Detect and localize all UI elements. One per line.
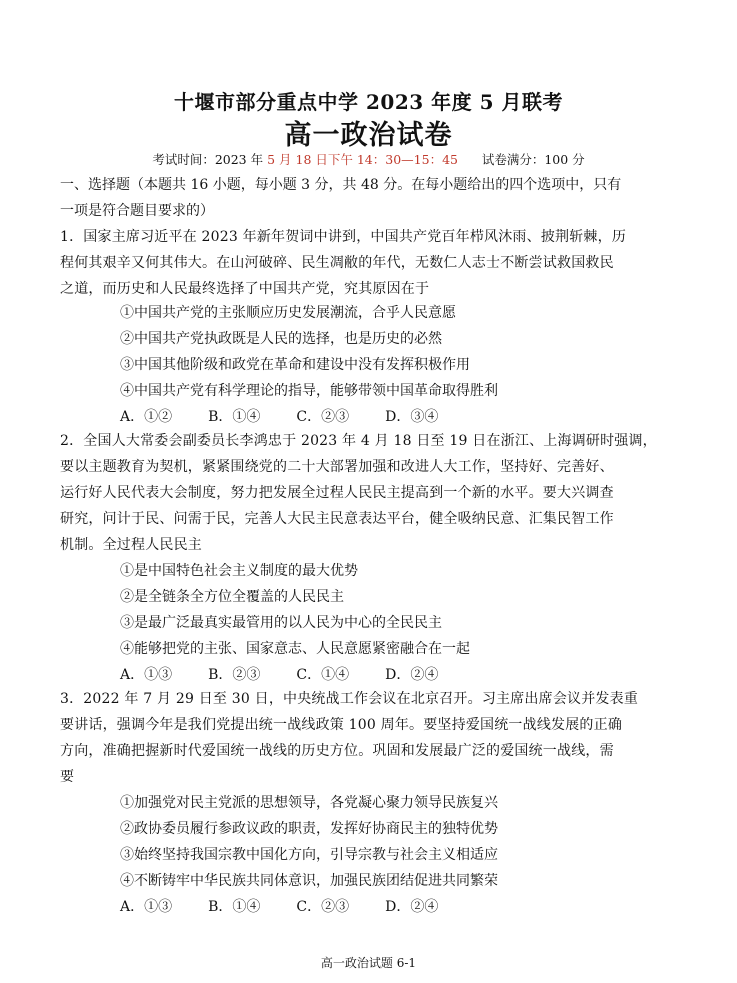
question-1-option-2: ②中国共产党执政既是人民的选择，也是历史的必然	[120, 331, 442, 347]
stem-line: 要	[60, 769, 75, 785]
stem-line: 3．2022 年 7 月 29 日至 30 日，中央统战工作会议在北京召开。习主席出席会议并发表重	[60, 691, 639, 707]
section-heading-line: 一、选择题（本题共 16 小题，每小题 3 分，共 48 分。在每小题给出的四个选项中，只有	[60, 177, 622, 193]
choice-c: C．①④	[296, 667, 350, 683]
exam-info	[0, 150, 737, 168]
choice-d: D．②④	[385, 667, 439, 683]
question-2-option-1: ①是中国特色社会主义制度的最大优势	[120, 563, 358, 579]
question-1-option-3: ③中国其他阶级和政党在革命和建设中没有发挥积极作用	[120, 357, 470, 373]
question-3-choices	[120, 896, 474, 916]
question-3-option-4: ④不断铸牢中华民族共同体意识，加强民族团结促进共同繁荣	[120, 873, 498, 889]
choice-a: A．①②	[120, 409, 173, 425]
school-exam-line: 十堰市部分重点中学 2023 年度 5 月联考	[174, 90, 563, 114]
question-2-option-4: ④能够把党的主张、国家意志、人民意愿紧密融合在一起	[120, 641, 470, 657]
choice-d: D．③④	[385, 409, 439, 425]
stem-line: 2．全国人大常委会副委员长李鸿忠于 2023 年 4 月 18 日至 19 日在浙江、上海调研时强调，	[60, 433, 657, 449]
question-2-option-3: ③是最广泛最真实最管用的以人民为中心的全民民主	[120, 615, 442, 631]
section-heading	[60, 172, 680, 224]
stem-line: 运行好人民代表大会制度，努力把发展全过程人民民主提高到一个新的水平。要大兴调查	[60, 485, 614, 501]
question-1-option-1: ①中国共产党的主张顺应历史发展潮流，合乎人民意愿	[120, 305, 456, 321]
question-3-option-1: ①加强党对民主党派的思想领导，各党凝心聚力领导民族复兴	[120, 795, 498, 811]
page-footer: 高一政治试题 6-1	[320, 956, 417, 970]
choice-b: B．①④	[208, 409, 261, 425]
stem-line: 1．国家主席习近平在 2023 年新年贺词中讲到，中国共产党百年栉风沐雨、披荆斩棘，历	[60, 229, 627, 245]
exam-time-value: 5 月 18 日下午 14：30—15：45	[267, 152, 458, 167]
question-2-stem	[60, 428, 680, 558]
stem-line: 之道，而历史和人民最终选择了中国共产党，究其原因在于	[60, 281, 430, 297]
choice-a: A．①③	[120, 667, 173, 683]
question-2-option-2: ②是全链条全方位全覆盖的人民民主	[120, 589, 344, 605]
choice-a: A．①③	[120, 899, 173, 915]
question-1-choices	[120, 406, 474, 426]
choice-c: C．②③	[296, 899, 350, 915]
choice-d: D．②④	[385, 899, 439, 915]
stem-line: 程何其艰辛又何其伟大。在山河破碎、民生凋敝的年代，无数仁人志士不断尝试救国救民	[60, 255, 614, 271]
exam-score-label: 试卷满分：100 分	[481, 152, 585, 167]
question-1-stem	[60, 224, 680, 302]
question-1-option-4: ④中国共产党有科学理论的指导，能够带领中国革命取得胜利	[120, 383, 498, 399]
choice-b: B．②③	[208, 667, 261, 683]
choice-b: B．①④	[208, 899, 261, 915]
page-title: 高一政治试卷	[284, 120, 453, 151]
stem-line: 要以主题教育为契机，紧紧围绕党的二十大部署加强和改进人大工作，坚持好、完善好、	[60, 459, 614, 475]
question-2-choices	[120, 664, 474, 684]
stem-line: 研究，问计于民、问需于民，完善人大民主民意表达平台，健全吸纳民意、汇集民智工作	[60, 511, 614, 527]
section-heading-line: 一项是符合题目要求的）	[60, 203, 214, 219]
choice-c: C．②③	[296, 409, 350, 425]
stem-line: 机制。全过程人民民主	[60, 537, 202, 553]
stem-line: 要讲话，强调今年是我们党提出统一战线政策 100 周年。要坚持爱国统一战线发展的正确	[60, 717, 623, 733]
question-3-option-2: ②政协委员履行参政议政的职责，发挥好协商民主的独特优势	[120, 821, 498, 837]
question-3-stem	[60, 686, 680, 790]
question-3-option-3: ③始终坚持我国宗教中国化方向，引导宗教与社会主义相适应	[120, 847, 498, 863]
stem-line: 方向，准确把握新时代爱国统一战线的历史方位。巩固和发展最广泛的爱国统一战线，需	[60, 743, 614, 759]
exam-time-label: 考试时间：2023 年	[152, 152, 268, 167]
